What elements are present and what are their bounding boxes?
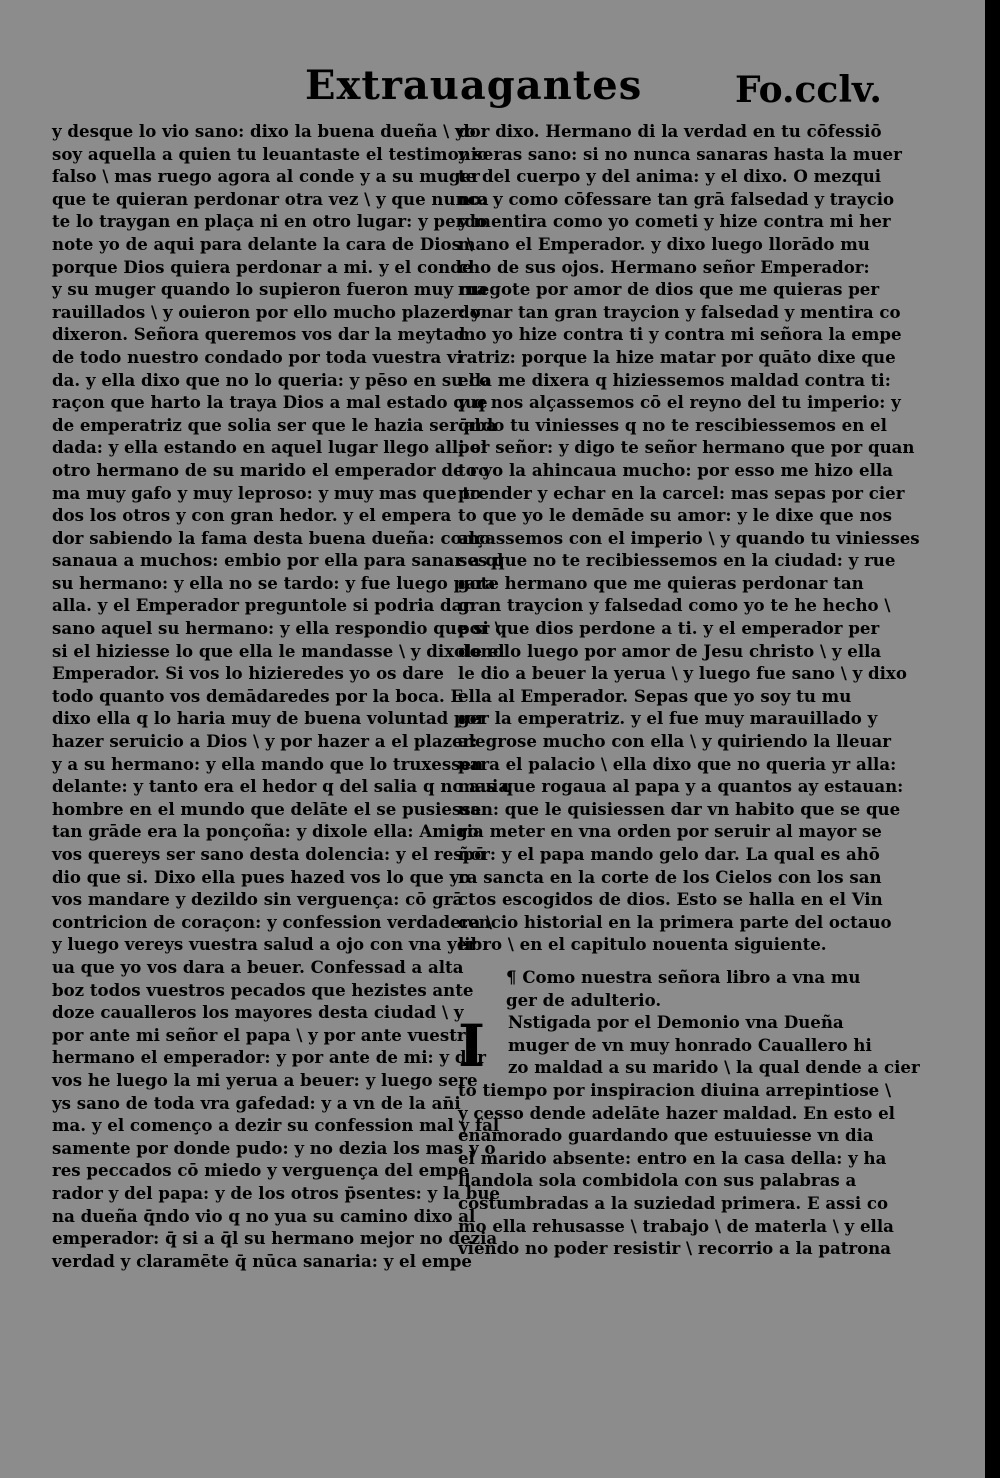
chapter-heading	[458, 966, 861, 1011]
text-line: Nstigada por el Demonio vna Dueña	[508, 1012, 844, 1033]
text-line: y mentira como yo cometi y hize contra mi her	[458, 211, 891, 232]
text-line: y seras sano: si no nunca sanaras hasta la muer	[458, 143, 902, 164]
text-line: ria meter en vna orden por seruir al mayor se	[458, 821, 882, 842]
text-line: su hermano: y ella no se tardo: y fue luego para	[52, 572, 496, 593]
text-line: Emperador. Si vos lo hizieredes yo os dare	[52, 663, 444, 684]
right-column-text	[458, 120, 920, 956]
text-line: costumbradas a la suziedad primera. E assi co	[458, 1192, 889, 1213]
text-line: dixo ella q lo haria muy de buena voluntad por	[52, 708, 486, 729]
text-line: vos quereys ser sano desta dolencia: y el respō	[52, 844, 486, 864]
chapter-opening	[458, 1011, 920, 1081]
text-line: para el palacio \ ella dixo que no queria yr alla:	[458, 753, 897, 774]
text-line: mano el Emperador. y dixo luego llorādo mu	[458, 233, 870, 254]
text-line: boz todos vuestros pecados que hezistes ante	[52, 979, 474, 1000]
text-line: sanaua a muchos: embio por ella para sanar a ql	[52, 550, 504, 571]
text-line: y a su hermano: y ella mando que lo truxessen	[52, 753, 484, 774]
chapter-indented-lines	[458, 1011, 920, 1079]
text-line: gran traycion y falsedad como yo te he hecho \	[458, 595, 891, 616]
text-line: tan grāde era la ponçoña: y dixole ella: Amigo	[52, 821, 479, 842]
text-line: enamorado guardando que estuuiesse vn dia	[458, 1125, 874, 1146]
text-line: ¶ Como nuestra señora libro a vna mu	[506, 966, 861, 987]
text-line: cencio historial en la primera parte del octauo	[458, 911, 892, 932]
text-line: prender y echar en la carcel: mas sepas por cier	[458, 482, 905, 503]
right-column	[458, 120, 920, 1260]
text-line: hombre en el mundo que delāte el se pusiesse:	[52, 798, 488, 819]
text-line: vos he luego la mi yerua a beuer: y luego sere	[52, 1069, 478, 1090]
text-line: otro hermano de su marido el emperador de ro	[52, 459, 490, 480]
text-line: y q nos alçassemos cō el reyno del tu imperio: y	[458, 392, 901, 413]
text-line: vos mandare y dezildo sin verguença: cō grā	[52, 889, 464, 910]
text-line: ra sancta en la corte de los Cielos con los san	[458, 866, 882, 887]
text-line: y su muger quando lo supieron fueron muy ma	[52, 279, 488, 300]
text-line: hazer seruicio a Dios \ y por hazer a el plazer:	[52, 731, 478, 752]
text-line: rauillados \ y ouieron por ello mucho plazer: y	[52, 301, 481, 322]
text-line: alçassemos con el imperio \ y quando tu viniesses	[458, 527, 920, 548]
text-line: muger de vn muy honrado Cauallero hi	[508, 1034, 872, 1055]
text-line: hermano el emperador: y por ante de mi: y dar	[52, 1047, 486, 1068]
text-line: raçon que harto la traya Dios a mal estado que	[52, 392, 488, 413]
text-line: dor dixo. Hermano di la verdad en tu cōfessiō	[458, 121, 882, 141]
text-line: dixeron. Señora queremos vos dar la meytad	[52, 324, 466, 345]
text-line: de emperatriz que solia ser que le hazia ser aba	[52, 414, 497, 435]
text-line: dos los otros y con gran hedor. y el empera	[52, 505, 452, 526]
text-line: dor sabiendo la fama desta buena dueña: como	[52, 527, 491, 548]
text-line: no: y como cōfessare tan grā falsedad y traycio	[458, 188, 895, 209]
text-line: res peccados cō miedo y verguença del empe	[52, 1160, 469, 1181]
text-line: te del cuerpo y del anima: y el dixo. O mezqui	[458, 166, 882, 187]
text-line: todo quanto vos demādaredes por la boca. E	[52, 685, 464, 706]
text-line: na dueña q̄ndo vio q no yua su camino dixo al	[52, 1205, 476, 1226]
text-line: ses que no te recibiessemos en la ciudad: y rue	[458, 550, 896, 571]
text-line: ella me dixera q hiziessemos maldad contra ti:	[458, 369, 891, 390]
text-line: ella al Emperador. Sepas que yo soy tu mu	[458, 685, 852, 706]
text-line: llandola sola combidola con sus palabras a	[458, 1170, 857, 1191]
text-line: ñor: y el papa mando gelo dar. La qual es ahō	[458, 844, 880, 864]
text-line: por ante mi señor el papa \ y por ante vuestro	[52, 1024, 477, 1045]
text-line: que te quieran perdonar otra vez \ y que nunca	[52, 188, 489, 209]
text-line: le dio a beuer la yerua \ y luego fue sano \ y dixo	[458, 663, 907, 684]
text-line: de todo nuestro condado por toda vuestra vi	[52, 346, 463, 367]
text-line: ma muy gafo y muy leproso: y muy mas que to	[52, 482, 482, 503]
text-line: ruegote por amor de dios que me quieras per	[458, 279, 880, 300]
text-line: mas que rogaua al papa y a quantos ay estauan:	[458, 776, 904, 797]
text-line: te lo traygan en plaça ni en otro lugar: y perdo	[52, 211, 488, 232]
text-line: delante: y tanto era el hedor q del salia q no auia	[52, 776, 510, 797]
text-line: da. y ella dixo que no lo queria: y pēso en su co	[52, 369, 491, 390]
text-line: el marido absente: entro en la casa della: y ha	[458, 1147, 887, 1168]
text-line: zo maldad a su marido \ la qual dende a cier	[508, 1057, 920, 1078]
text-line: to tiempo por inspiracion diuina arrepintiose \	[458, 1079, 892, 1100]
text-line: y cesso dende adelāte hazer maldad. En esto el	[458, 1102, 895, 1123]
text-line: mo yo hize contra ti y contra mi señora la empe	[458, 324, 902, 345]
text-line: porque Dios quiera perdonar a mi. y el conde	[52, 256, 473, 277]
text-line: rador y del papa: y de los otros p̄sentes: y la bue	[52, 1182, 500, 1203]
text-line: ys sano de toda vra gafedad: y a vn de la an̄i	[52, 1092, 461, 1113]
text-line: por señor: y digo te señor hermano que por quan	[458, 437, 915, 458]
text-line: note yo de aqui para delante la cara de Dios \	[52, 233, 473, 254]
text-line: samente por donde pudo: y no dezia los mas y o	[52, 1137, 496, 1158]
text-line: alegrose mucho con ella \ y quiriendo la lleuar	[458, 731, 891, 752]
chapter-body	[458, 1079, 895, 1260]
text-line: si el hiziesse lo que ella le mandasse \ y dixole el	[52, 640, 505, 661]
text-line: sano aquel su hermano: y ella respondio que si \	[52, 618, 501, 639]
text-line: y luego vereys vuestra salud a ojo con vna yer	[52, 934, 477, 955]
text-line: soy aquella a quien tu leuantaste el testimonio	[52, 143, 489, 164]
text-line: doze caualleros los mayores desta ciudad \ y	[52, 1002, 464, 1023]
text-line: contricion de coraçon: y confession verdadera \	[52, 911, 493, 932]
text-line: uan: que le quisiessen dar vn habito que se que	[458, 798, 901, 819]
text-line: verdad y claramēte q̄ nūca sanaria: y el empe	[52, 1250, 472, 1271]
text-line: to que yo le demāde su amor: y le dixe que nos	[458, 505, 892, 526]
text-line: alla. y el Emperador preguntole si podria dar	[52, 595, 472, 616]
text-line: donolo luego por amor de Jesu christo \ y ella	[458, 640, 882, 661]
text-line: donar tan gran traycion y falsedad y mentira co	[458, 301, 901, 322]
text-line: gote hermano que me quieras perdonar tan	[458, 572, 864, 593]
text-line: ger de adulterio.	[506, 989, 662, 1010]
text-line: to yo la ahincaua mucho: por esso me hizo ella	[458, 459, 893, 480]
text-line: ua que yo vos dara a beuer. Confessad a alta	[52, 956, 464, 977]
text-line: ctos escogidos de dios. Esto se halla en el Vin	[458, 889, 883, 910]
scan-border	[985, 0, 1000, 1478]
text-line: ratriz: porque la hize matar por quāto dixe que	[458, 346, 896, 367]
text-line: q̄ndo tu viniesses q no te rescibiessemos en el	[458, 414, 887, 435]
left-column	[52, 120, 510, 1272]
text-line: ger la emperatriz. y el fue muy marauillado y	[458, 708, 878, 729]
text-line: viendo no poder resistir \ recorrio a la patrona	[458, 1238, 892, 1259]
running-title: Extrauagantes	[305, 62, 643, 109]
drop-capital: I	[458, 1012, 486, 1081]
text-line: libro \ en el capitulo nouenta siguiente.	[458, 934, 827, 955]
text-line: mo ella rehusasse \ trabajo \ de materla \ y ella	[458, 1215, 894, 1236]
text-line: por que dios perdone a ti. y el emperador per	[458, 618, 880, 639]
text-line: dada: y ella estando en aquel lugar llego alli el	[52, 437, 488, 458]
text-line: y desque lo vio sano: dixo la buena dueña \ yo	[52, 121, 476, 141]
text-line: falso \ mas ruego agora al conde y a su muger	[52, 166, 480, 187]
text-line: ma. y el començo a dezir su confession mal y fal	[52, 1115, 500, 1136]
folio-number: Fo.cclv.	[735, 69, 882, 111]
text-line: dio que si. Dixo ella pues hazed vos lo que yo	[52, 866, 471, 887]
text-line: cho de sus ojos. Hermano señor Emperador:	[458, 256, 870, 277]
text-line: emperador: q̄ si a q̄l su hermano mejor no dezia	[52, 1228, 498, 1249]
